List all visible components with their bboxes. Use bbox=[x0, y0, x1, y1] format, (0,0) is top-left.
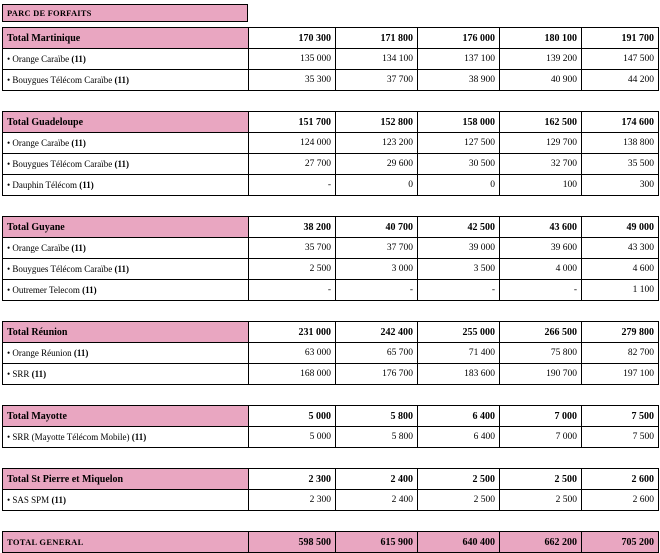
bullet-icon: • bbox=[7, 138, 13, 148]
value-cell: 40 700 bbox=[336, 217, 418, 238]
value-cell: 37 700 bbox=[336, 70, 418, 91]
value-cell: 29 600 bbox=[336, 154, 418, 175]
section-total-row bbox=[3, 28, 659, 49]
value-cell: 0 bbox=[336, 175, 418, 196]
value-cell: - bbox=[249, 280, 336, 301]
value-cell: 129 700 bbox=[500, 133, 582, 154]
section-total-row bbox=[3, 406, 659, 427]
operator-name: Orange Caraïbe bbox=[12, 54, 70, 64]
operator-row bbox=[3, 70, 659, 91]
value-cell: 38 200 bbox=[249, 217, 336, 238]
operator-label bbox=[3, 49, 249, 70]
operator-note: (11) bbox=[71, 243, 86, 253]
value-cell: 2 600 bbox=[582, 490, 659, 511]
value-cell: 2 500 bbox=[418, 469, 500, 490]
value-cell: 134 100 bbox=[336, 49, 418, 70]
value-cell: 662 200 bbox=[500, 532, 582, 553]
value-cell: 231 000 bbox=[249, 322, 336, 343]
bullet-icon: • bbox=[7, 264, 13, 274]
spacer-row bbox=[3, 511, 659, 532]
operator-row bbox=[3, 427, 659, 448]
value-cell: 279 800 bbox=[582, 322, 659, 343]
value-cell: 176 700 bbox=[336, 364, 418, 385]
operator-note: (11) bbox=[79, 180, 94, 190]
operator-note: (11) bbox=[71, 138, 86, 148]
grand-total-row bbox=[3, 532, 659, 553]
operator-row bbox=[3, 175, 659, 196]
operator-note: (11) bbox=[73, 348, 89, 358]
total-label: Total Martinique bbox=[3, 28, 249, 49]
operator-label bbox=[3, 280, 249, 301]
operator-name: Bouygues Télécom Caraïbe bbox=[12, 159, 113, 169]
operator-label bbox=[3, 238, 249, 259]
value-cell: 7 500 bbox=[582, 427, 659, 448]
value-cell: - bbox=[418, 280, 500, 301]
total-label: Total Guadeloupe bbox=[3, 112, 249, 133]
operator-label bbox=[3, 427, 249, 448]
operator-note: (11) bbox=[82, 285, 97, 295]
operator-note: (11) bbox=[114, 75, 129, 85]
operator-label bbox=[3, 490, 249, 511]
spacer-cell bbox=[3, 301, 659, 322]
value-cell: 100 bbox=[500, 175, 582, 196]
section-total-row bbox=[3, 469, 659, 490]
value-cell: 7 000 bbox=[500, 427, 582, 448]
section-total-row bbox=[3, 112, 659, 133]
value-cell: 137 100 bbox=[418, 49, 500, 70]
operator-row bbox=[3, 49, 659, 70]
operator-name: Orange Caraïbe bbox=[12, 243, 70, 253]
value-cell: 640 400 bbox=[418, 532, 500, 553]
value-cell: 168 000 bbox=[249, 364, 336, 385]
bullet-icon: • bbox=[7, 243, 13, 253]
table-title: PARC DE FORFAITS bbox=[2, 4, 248, 22]
operator-name: Dauphin Télécom bbox=[12, 180, 77, 190]
operator-label bbox=[3, 343, 249, 364]
operator-note: (11) bbox=[114, 264, 129, 274]
value-cell: 2 500 bbox=[500, 490, 582, 511]
bullet-icon: • bbox=[7, 54, 13, 64]
total-label: Total St Pierre et Miquelon bbox=[3, 469, 249, 490]
value-cell: 49 000 bbox=[582, 217, 659, 238]
value-cell: 176 000 bbox=[418, 28, 500, 49]
value-cell: 1 100 bbox=[582, 280, 659, 301]
operator-note: (11) bbox=[31, 369, 47, 379]
value-cell: 30 500 bbox=[418, 154, 500, 175]
operator-row bbox=[3, 238, 659, 259]
operator-row bbox=[3, 259, 659, 280]
section-total-row bbox=[3, 217, 659, 238]
value-cell: 170 300 bbox=[249, 28, 336, 49]
value-cell: 147 500 bbox=[582, 49, 659, 70]
table-body bbox=[3, 28, 659, 553]
value-cell: 2 500 bbox=[500, 469, 582, 490]
value-cell: 5 000 bbox=[249, 406, 336, 427]
spacer-row bbox=[3, 91, 659, 112]
operator-label bbox=[3, 259, 249, 280]
value-cell: - bbox=[500, 280, 582, 301]
value-cell: 27 700 bbox=[249, 154, 336, 175]
value-cell: 180 100 bbox=[500, 28, 582, 49]
operator-label bbox=[3, 70, 249, 91]
operator-row bbox=[3, 343, 659, 364]
value-cell: 139 200 bbox=[500, 49, 582, 70]
value-cell: 4 600 bbox=[582, 259, 659, 280]
operator-name: SRR bbox=[12, 369, 30, 379]
value-cell: 255 000 bbox=[418, 322, 500, 343]
value-cell: 162 500 bbox=[500, 112, 582, 133]
value-cell: 266 500 bbox=[500, 322, 582, 343]
spacer-cell bbox=[3, 91, 659, 112]
bullet-icon: • bbox=[7, 495, 13, 505]
bullet-icon: • bbox=[7, 75, 13, 85]
operator-note: (11) bbox=[71, 54, 86, 64]
value-cell: 5 000 bbox=[249, 427, 336, 448]
value-cell: 174 600 bbox=[582, 112, 659, 133]
value-cell: 5 800 bbox=[336, 427, 418, 448]
value-cell: 138 800 bbox=[582, 133, 659, 154]
operator-name: Orange Réunion bbox=[12, 348, 72, 358]
spacer-row bbox=[3, 385, 659, 406]
value-cell: 39 000 bbox=[418, 238, 500, 259]
value-cell: 171 800 bbox=[336, 28, 418, 49]
total-label: Total Mayotte bbox=[3, 406, 249, 427]
spacer-cell bbox=[3, 448, 659, 469]
spacer-cell bbox=[3, 385, 659, 406]
operator-row bbox=[3, 280, 659, 301]
value-cell: 127 500 bbox=[418, 133, 500, 154]
section-total-row bbox=[3, 322, 659, 343]
value-cell: 191 700 bbox=[582, 28, 659, 49]
operator-row bbox=[3, 154, 659, 175]
value-cell: 300 bbox=[582, 175, 659, 196]
value-cell: 44 200 bbox=[582, 70, 659, 91]
operator-row bbox=[3, 490, 659, 511]
bullet-icon: • bbox=[7, 432, 13, 442]
value-cell: 2 600 bbox=[582, 469, 659, 490]
value-cell: 0 bbox=[418, 175, 500, 196]
value-cell: 63 000 bbox=[249, 343, 336, 364]
value-cell: 2 400 bbox=[336, 490, 418, 511]
value-cell: 158 000 bbox=[418, 112, 500, 133]
operator-note: (11) bbox=[51, 495, 66, 505]
value-cell: 615 900 bbox=[336, 532, 418, 553]
operator-note: (11) bbox=[114, 159, 129, 169]
value-cell: 242 400 bbox=[336, 322, 418, 343]
total-label: Total Réunion bbox=[3, 322, 249, 343]
operator-name: SAS SPM bbox=[12, 495, 50, 505]
value-cell: 82 700 bbox=[582, 343, 659, 364]
value-cell: 35 500 bbox=[582, 154, 659, 175]
operator-note: (11) bbox=[131, 432, 147, 442]
value-cell: 183 600 bbox=[418, 364, 500, 385]
value-cell: 71 400 bbox=[418, 343, 500, 364]
spacer-row bbox=[3, 301, 659, 322]
value-cell: 2 300 bbox=[249, 469, 336, 490]
bullet-icon: • bbox=[7, 159, 13, 169]
value-cell: 38 900 bbox=[418, 70, 500, 91]
value-cell: 40 900 bbox=[500, 70, 582, 91]
bullet-icon: • bbox=[7, 285, 13, 295]
bullet-icon: • bbox=[7, 369, 13, 379]
operator-name: Orange Caraïbe bbox=[12, 138, 70, 148]
value-cell: 197 100 bbox=[582, 364, 659, 385]
value-cell: 124 000 bbox=[249, 133, 336, 154]
value-cell: 35 700 bbox=[249, 238, 336, 259]
operator-name: SRR (Mayotte Télécom Mobile) bbox=[12, 432, 130, 442]
value-cell: 35 300 bbox=[249, 70, 336, 91]
value-cell: 190 700 bbox=[500, 364, 582, 385]
value-cell: 7 000 bbox=[500, 406, 582, 427]
total-label: Total Guyane bbox=[3, 217, 249, 238]
value-cell: 2 300 bbox=[249, 490, 336, 511]
value-cell: 4 000 bbox=[500, 259, 582, 280]
bullet-icon: • bbox=[7, 180, 13, 190]
value-cell: 6 400 bbox=[418, 406, 500, 427]
value-cell: 705 200 bbox=[582, 532, 659, 553]
value-cell: 7 500 bbox=[582, 406, 659, 427]
spacer-row bbox=[3, 196, 659, 217]
value-cell: 2 500 bbox=[418, 490, 500, 511]
spacer-cell bbox=[3, 196, 659, 217]
value-cell: 39 600 bbox=[500, 238, 582, 259]
value-cell: 32 700 bbox=[500, 154, 582, 175]
spacer-row bbox=[3, 448, 659, 469]
value-cell: 151 700 bbox=[249, 112, 336, 133]
operator-label bbox=[3, 175, 249, 196]
value-cell: 2 400 bbox=[336, 469, 418, 490]
operator-name: Outremer Telecom bbox=[12, 285, 80, 295]
value-cell: 5 800 bbox=[336, 406, 418, 427]
value-cell: 37 700 bbox=[336, 238, 418, 259]
value-cell: 152 800 bbox=[336, 112, 418, 133]
value-cell: 43 300 bbox=[582, 238, 659, 259]
value-cell: 65 700 bbox=[336, 343, 418, 364]
operator-name: Bouygues Télécom Caraïbe bbox=[12, 264, 113, 274]
operator-label bbox=[3, 364, 249, 385]
value-cell: 598 500 bbox=[249, 532, 336, 553]
total-label: TOTAL GENERAL bbox=[3, 532, 249, 553]
value-cell: - bbox=[336, 280, 418, 301]
value-cell: 3 000 bbox=[336, 259, 418, 280]
spacer-cell bbox=[3, 511, 659, 532]
operator-row bbox=[3, 133, 659, 154]
value-cell: 43 600 bbox=[500, 217, 582, 238]
value-cell: 6 400 bbox=[418, 427, 500, 448]
operator-label bbox=[3, 154, 249, 175]
operator-name: Bouygues Télécom Caraïbe bbox=[12, 75, 113, 85]
value-cell: 135 000 bbox=[249, 49, 336, 70]
value-cell: 75 800 bbox=[500, 343, 582, 364]
value-cell: - bbox=[249, 175, 336, 196]
operator-label bbox=[3, 133, 249, 154]
forfaits-table bbox=[2, 27, 659, 553]
value-cell: 42 500 bbox=[418, 217, 500, 238]
value-cell: 2 500 bbox=[249, 259, 336, 280]
value-cell: 123 200 bbox=[336, 133, 418, 154]
value-cell: 3 500 bbox=[418, 259, 500, 280]
bullet-icon: • bbox=[7, 348, 13, 358]
operator-row bbox=[3, 364, 659, 385]
